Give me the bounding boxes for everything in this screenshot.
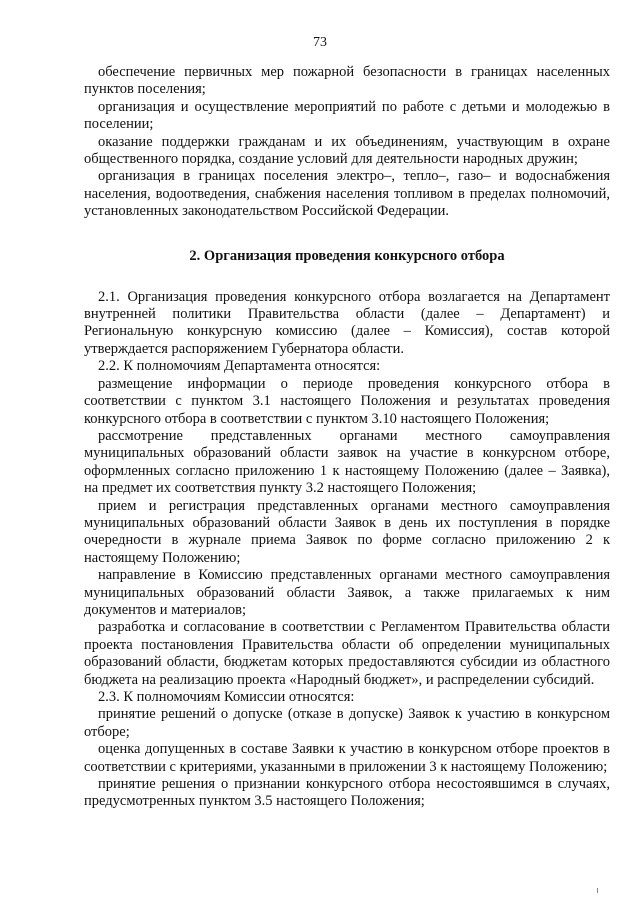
paragraph: принятие решения о признании конкурсного отбора несостоявшимся в случаях, предусмотренных пунктом 3.5 настоящего Положения;	[84, 776, 610, 810]
document-body	[84, 64, 610, 811]
paragraph: 2.2. К полномочиям Департамента относятся:	[98, 358, 381, 375]
paragraph: разработка и согласование в соответствии с Регламентом Правительства области проекта постановления Правительства области об определении муниципальных образований области, бюджетам которых предоставляются субсидии из областного бюджета на реализацию проекта «Народный бюджет», и распределении субсидий.	[84, 619, 610, 688]
paragraph: направление в Комиссию представленных органами местного самоуправления муниципальных образований области Заявок, а также прилагаемых к ним документов и материалов;	[84, 567, 610, 618]
paragraph: оказание поддержки гражданам и их объединениям, участвующим в охране общественного порядка, создание условий для деятельности народных дружин;	[84, 133, 610, 168]
paragraph: прием и регистрация представленных органами местного самоуправления муниципальных образований области Заявок в день их поступления в порядке очередности в журнале приема Заявок по форме согласно приложению 2 к настоящему Положению;	[84, 497, 610, 566]
page-number: 73	[313, 35, 327, 50]
scan-mark	[597, 888, 598, 893]
paragraph: 2.1. Организация проведения конкурсного отбора возлагается на Департамент внутренней политики Правительства области (далее – Департамент) и Региональную конкурсную комиссию (далее – Комиссия), состав которой утверждается распоряжением Губернатора области.	[84, 288, 610, 357]
paragraph: обеспечение первичных мер пожарной безопасности в границах населенных пунктов поселения;	[84, 64, 610, 98]
paragraph: принятие решений о допуске (отказе в допуске) Заявок к участию в конкурсном отборе;	[84, 706, 610, 740]
paragraph: размещение информации о периоде проведения конкурсного отбора в соответствии с пунктом 3.1 настоящего Положения и результатах проведения конкурсного отбора в соответствии с пунктом 3.10 настоящего Положения;	[84, 375, 610, 427]
paragraph: 2.3. К полномочиям Комиссии относятся:	[98, 689, 355, 705]
paragraph: организация и осуществление мероприятий по работе с детьми и молодежью в поселении;	[84, 98, 610, 133]
paragraph: оценка допущенных в составе Заявки к участию в конкурсном отборе проектов в соответствии с критериями, указанными в приложении 3 к настоящему Положению;	[84, 741, 610, 775]
section-heading: 2. Организация проведения конкурсного отбора	[189, 247, 505, 264]
paragraph: рассмотрение представленных органами местного самоуправления муниципальных образований области заявок на участие в конкурсном отборе, оформленных согласно приложению 1 к настоящему Положению (далее – Заявка), на предмет их соответствия пункту 3.2 настоящего Положения;	[84, 427, 610, 497]
paragraph: организация в границах поселения электро–, тепло–, газо– и водоснабжения населения, водоотведения, снабжения населения топливом в пределах полномочий, установленных законодательством Российской Федерации.	[84, 168, 610, 220]
